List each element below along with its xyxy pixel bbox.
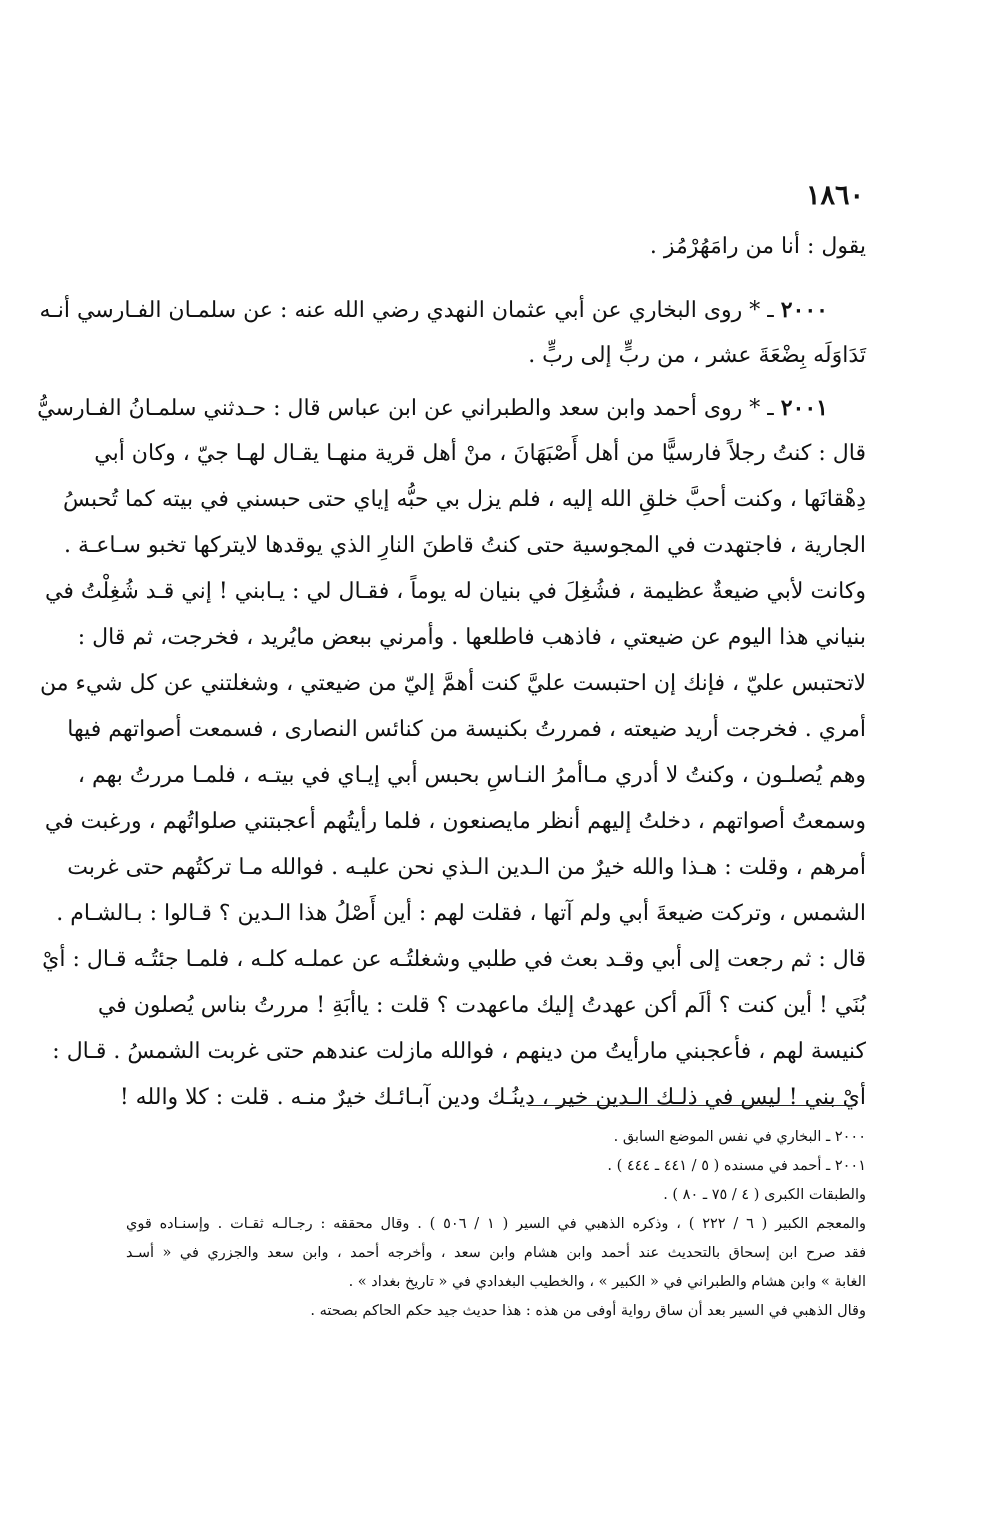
hadith-2001-line-13: قال : ثم رجعت إلى أبي وقـد بعث في طلبي وشغلتُـه عن عملـه كلـه ، فلمـا جئتُـه قـال : أيْ xyxy=(42,947,866,972)
hadith-2001-line-2: قال : كنتُ رجلاً فارسيًّا من أهل أَصْبَهَانَ ، منْ أهل قرية منهـا يقـال لهـا جيّ ، وكان أبي xyxy=(94,441,866,466)
hadith-2001-line-7: لاتحتبس عليّ ، فإنك إن احتبست عليَّ كنت أهمَّ إليّ من ضيعتي ، وشغلتني عن كل شيء من xyxy=(39,671,866,696)
hadith-2000-line-1: ٢٠٠٠ ـ * روى البخاري عن أبي عثمان النهدي رضي الله عنه : عن سلمـان الفـارسي أنـه xyxy=(39,297,828,323)
page-number: ١٨٦٠ xyxy=(805,180,864,211)
hadith-2001-line-9: وهم يُصلـون ، وكنتُ لا أدري مـاأمرُ النـاسِ بحبس أبي إيـاي في بيتـه ، فلمـا مررتُ بهم ، xyxy=(77,763,866,788)
hadith-2001-line-16: أيْ بني ! ليس في ذلـك الـدين خير ، دينُـك ودين آبـائـك خيرٌ منـه . قلت : كلا والله ! xyxy=(119,1085,866,1110)
hadith-2001-line-4: الجارية ، فاجتهدت في المجوسية حتى كنتُ قاطنَ النارِ الذي يوقدها لايتركها تخبو سـاعـة . xyxy=(64,533,866,558)
footnote-line: ٢٠٠١ ـ أحمد في مسنده ( ٥ / ٤٤١ ـ ٤٤٤ ) . xyxy=(607,1158,866,1174)
hadith-2001-line-1: ٢٠٠١ ـ * روى أحمد وابن سعد والطبراني عن ابن عباس قال : حـدثني سلمـانُ الفـارسيُّ xyxy=(37,395,828,421)
hadith-2001-line-5: وكانت لأبي ضيعةٌ عظيمة ، فشُغِلَ في بنيان له يوماً ، فقـال لي : يـابني ! إني قـد شُغِلْتُ في xyxy=(45,579,866,604)
hadith-2001-line-12: الشمس ، وتركت ضيعةَ أبي ولم آتها ، فقلت لهم : أين أَصْلُ هذا الـدين ؟ قـالوا : بـالشـام . xyxy=(56,901,866,926)
hadith-2001-line-15: كنيسة لهم ، فأعجبني مارأيتُ من دينهم ، فوالله مازلت عندهم حتى غربت الشمسُ . قـال : xyxy=(52,1039,866,1064)
footnote-line: فقد صرح ابن إسحاق بالتحديث عند أحمد وابن هشام وابن سعد ، وأخرجه أحمد ، وابن سعد والجزري في « أسـد xyxy=(126,1245,866,1261)
hadith-number: ٢٠٠٠ xyxy=(780,297,828,323)
hadith-2001-line-11: أمرهم ، وقلت : هـذا والله خيرٌ من الـدين الـذي نحن عليـه . فوالله مـا تركتُهم حتى غربت xyxy=(67,855,866,880)
footnote-line: والمعجم الكبير ( ٦ / ٢٢٢ ) ، وذكره الذهبي في السير ( ١ / ٥٠٦ ) . وقال محققه : رجـالـه ثقـات . وإسنـاده قوي xyxy=(126,1216,867,1232)
footnote-line: وقال الذهبي في السير بعد أن ساق رواية أوفى من هذه : هذا حديث جيد حكم الحاكم بصحته . xyxy=(310,1303,866,1319)
footnote-line: الغابة » وابن هشام والطبراني في « الكبير » ، والخطيب البغدادي في « تاريخ بغداد » . xyxy=(348,1274,866,1290)
hadith-2000-line-2: تَدَاوَلَه بِضْعَةَ عشر ، من ربٍّ إلى ربٍّ . xyxy=(528,343,866,368)
hadith-2001-line-3: دِهْقانَها ، وكنت أحبَّ خلقِ الله إليه ، فلم يزل بي حبُّه إياي حتى حبسني في بيته كما تُحبسُ xyxy=(62,487,866,512)
footnote-line: ٢٠٠٠ ـ البخاري في نفس الموضع السابق . xyxy=(613,1129,866,1145)
hadith-2001-line-14: بُنَي ! أين كنت ؟ ألَم أكن عهدتُ إليك ماعهدت ؟ قلت : ياأبَةِ ! مررتُ بناس يُصلون في xyxy=(97,993,866,1018)
intro-line: يقول : أنا من رامَهُرْمُز . xyxy=(649,234,866,259)
hadith-2001-line-8: أمري . فخرجت أريد ضيعته ، فمررتُ بكنيسة من كنائس النصارى ، فسمعت أصواتهم فيها xyxy=(67,717,866,742)
hadith-2001-line-6: بنياني هذا اليوم عن ضيعتي ، فاذهب فاطلعها . وأمرني ببعض مايُريد ، فخرجت، ثم قال : xyxy=(77,625,866,650)
footnote-divider xyxy=(528,1105,856,1106)
footnote-line: والطبقات الكبرى ( ٤ / ٧٥ ـ ٨٠ ) . xyxy=(663,1187,866,1203)
hadith-2001-line-10: وسمعتُ أصواتهم ، دخلتُ إليهم أنظر مايصنعون ، فلما رأيتُهم أعجبتني صلواتُهم ، ورغبت في xyxy=(44,809,866,834)
hadith-number: ٢٠٠١ xyxy=(780,395,828,421)
